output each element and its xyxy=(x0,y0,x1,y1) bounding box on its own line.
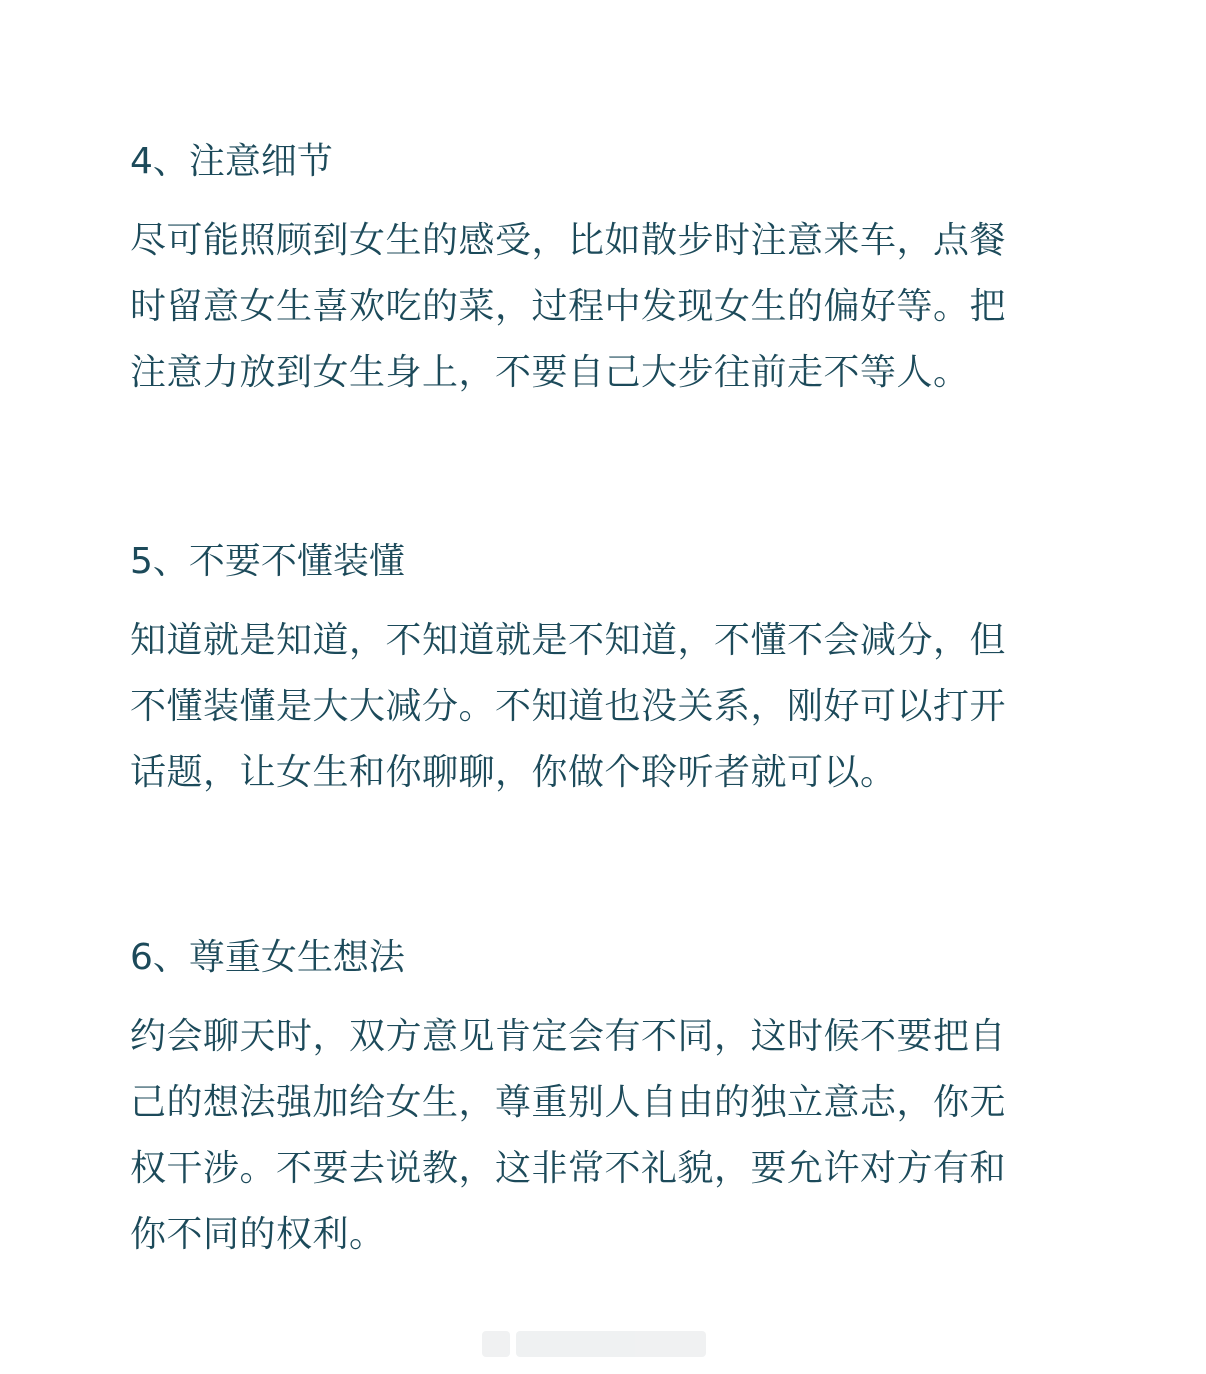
body-line: 尽可能照顾到女生的感受，比如散步时注意来车，点餐 xyxy=(130,220,1007,261)
section-body xyxy=(130,208,1080,406)
watermark-logo-icon xyxy=(482,1331,510,1357)
watermark-text-block xyxy=(516,1331,706,1357)
body-line: 不懂装懂是大大减分。不知道也没关系，刚好可以打开 xyxy=(130,686,1007,727)
body-line: 注意力放到女生身上，不要自己大步往前走不等人。 xyxy=(130,352,970,393)
watermark xyxy=(482,1326,722,1362)
section-dont-pretend xyxy=(130,540,1080,806)
section-respect-opinions xyxy=(130,936,1080,1268)
body-line: 权干涉。不要去说教，这非常不礼貌，要允许对方有和 xyxy=(130,1148,1007,1189)
section-title: 5、不要不懂装懂 xyxy=(130,541,405,582)
body-line: 约会聊天时，双方意见肯定会有不同，这时候不要把自 xyxy=(130,1016,1007,1057)
section-attention-to-detail xyxy=(130,140,1080,406)
body-line: 时留意女生喜欢吃的菜，过程中发现女生的偏好等。把 xyxy=(130,286,1007,327)
section-title: 4、注意细节 xyxy=(130,141,333,182)
body-line: 己的想法强加给女生，尊重别人自由的独立意志，你无 xyxy=(130,1082,1007,1123)
body-line: 你不同的权利。 xyxy=(130,1214,386,1255)
body-line: 知道就是知道，不知道就是不知道，不懂不会减分，但 xyxy=(130,620,1007,661)
body-line: 话题，让女生和你聊聊，你做个聆听者就可以。 xyxy=(130,752,897,793)
section-body xyxy=(130,1004,1080,1268)
section-body xyxy=(130,608,1080,806)
section-title: 6、尊重女生想法 xyxy=(130,937,405,978)
